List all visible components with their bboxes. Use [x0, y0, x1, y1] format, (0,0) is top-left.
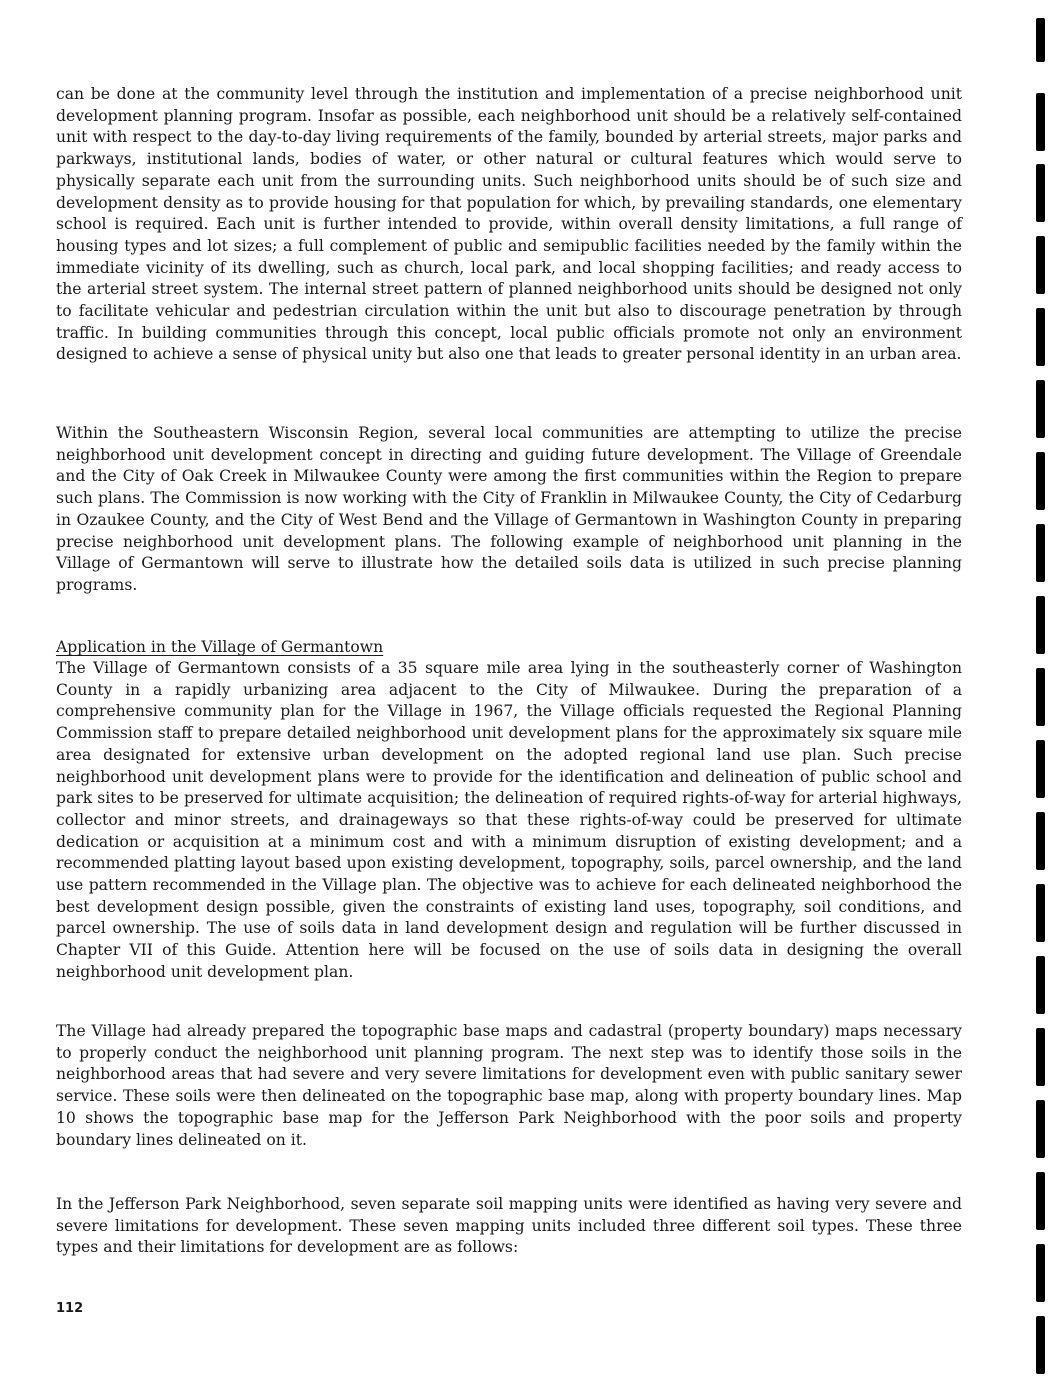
page-number: 112: [56, 1301, 84, 1316]
binding-mark: [1036, 452, 1045, 510]
binding-punch-marks: [1030, 0, 1054, 1380]
binding-mark: [1036, 812, 1045, 870]
paragraph-jefferson-park-soils: In the Jefferson Park Neighborhood, seven separate soil mapping units were identified as having very severe and severe limitations for development. These seven mapping units included three different soil types. These three types and their limitations for development are as follows:: [56, 1195, 962, 1257]
paragraph-neighborhood-unit-concept: can be done at the community level through the institution and implementation of a precise neighborhood unit development planning program. Insofar as possible, each neighborhood unit should be a relatively self-contained unit with respect to the day-to-day living requirements of the family, bounded by arterial streets, major parks and parkways, institutional lands, bodies of water, or other natural or cultural features which would serve to physically separate each unit from the surrounding units. Such neighborhood units should be of such size and development density as to provide housing for that population for which, by prevailing standards, one elementary school is required. Each unit is further intended to provide, within overall density limitations, a full range of housing types and lot sizes; a full complement of public and semipublic facilities needed by the family within the immediate vicinity of its dwelling, such as church, local park, and local shopping facilities; and ready access to the arterial street system. The internal street pattern of planned neighborhood units should be designed not only to facilitate vehicular and pedestrian circulation within the unit but also to discourage penetration by through traffic. In building communities through this concept, local public officials promote not only an environment designed to achieve a sense of physical unity but also one that leads to greater personal identity in an urban area.: [56, 85, 962, 364]
binding-mark: [1036, 668, 1045, 726]
binding-mark: [1036, 740, 1045, 798]
binding-mark: [1036, 1028, 1045, 1086]
binding-mark: [1036, 308, 1045, 366]
binding-mark: [1036, 164, 1045, 222]
binding-mark: [1036, 1172, 1045, 1230]
paragraph-germantown-overview: The Village of Germantown consists of a 35 square mile area lying in the southeasterly corner of Washington County in a rapidly urbanizing area adjacent to the City of Milwaukee. During the preparation of a comprehensive community plan for the Village in 1967, the Village officials requested the Regional Planning Commission staff to prepare detailed neighborhood unit development plans for the approximately six square mile area designated for extensive urban development on the adopted regional land use plan. Such precise neighborhood unit development plans were to provide for the identification and delineation of public school and park sites to be preserved for ultimate acquisition; the delineation of required rights-of-way for arterial highways, collector and minor streets, and drainageways so that these rights-of-way could be preserved for ultimate dedication or acquisition at a minimum cost and with a minimum disruption of existing development; and a recommended platting layout based upon existing development, topography, soils, parcel ownership, and the land use pattern recommended in the Village plan. The objective was to achieve for each delineated neighborhood the best development design possible, given the constraints of existing land uses, topography, soil conditions, and parcel ownership. The use of soils data in land development design and regulation will be further discussed in Chapter VII of this Guide. Attention here will be focused on the use of soils data in designing the overall neighborhood unit development plan.: [56, 659, 962, 981]
binding-mark: [1036, 93, 1045, 151]
paragraph-base-maps: The Village had already prepared the topographic base maps and cadastral (property boundary) maps necessary to properly conduct the neighborhood unit planning program. The next step was to identify those soils in the neighborhood areas that had severe and very severe limitations for development even with public sanitary sewer service. These soils were then delineated on the topographic base map, along with property boundary lines. Map 10 shows the topographic base map for the Jefferson Park Neighborhood with the poor soils and property boundary lines delineated on it.: [56, 1022, 962, 1149]
section-heading: Application in the Village of Germantown: [56, 638, 384, 656]
paragraph-regional-communities: Within the Southeastern Wisconsin Region, several local communities are attempting to utilize the precise neighborhood unit development concept in directing and guiding future development. The Village of Greendale and the City of Oak Creek in Milwaukee County were among the first communities within the Region to prepare such plans. The Commission is now working with the City of Franklin in Milwaukee County, the City of Cedarburg in Ozaukee County, and the City of West Bend and the Village of Germantown in Washington County in preparing precise neighborhood unit development plans. The following example of neighborhood unit planning in the Village of Germantown will serve to illustrate how the detailed soils data is utilized in such precise planning programs.: [56, 424, 962, 594]
binding-mark: [1036, 596, 1045, 654]
binding-mark: [1036, 1316, 1045, 1374]
binding-mark: [1036, 884, 1045, 942]
binding-mark: [1036, 524, 1045, 582]
binding-mark: [1036, 18, 1045, 62]
binding-mark: [1036, 236, 1045, 294]
binding-mark: [1036, 956, 1045, 1014]
binding-mark: [1036, 380, 1045, 438]
binding-mark: [1036, 1244, 1045, 1302]
binding-mark: [1036, 1100, 1045, 1158]
